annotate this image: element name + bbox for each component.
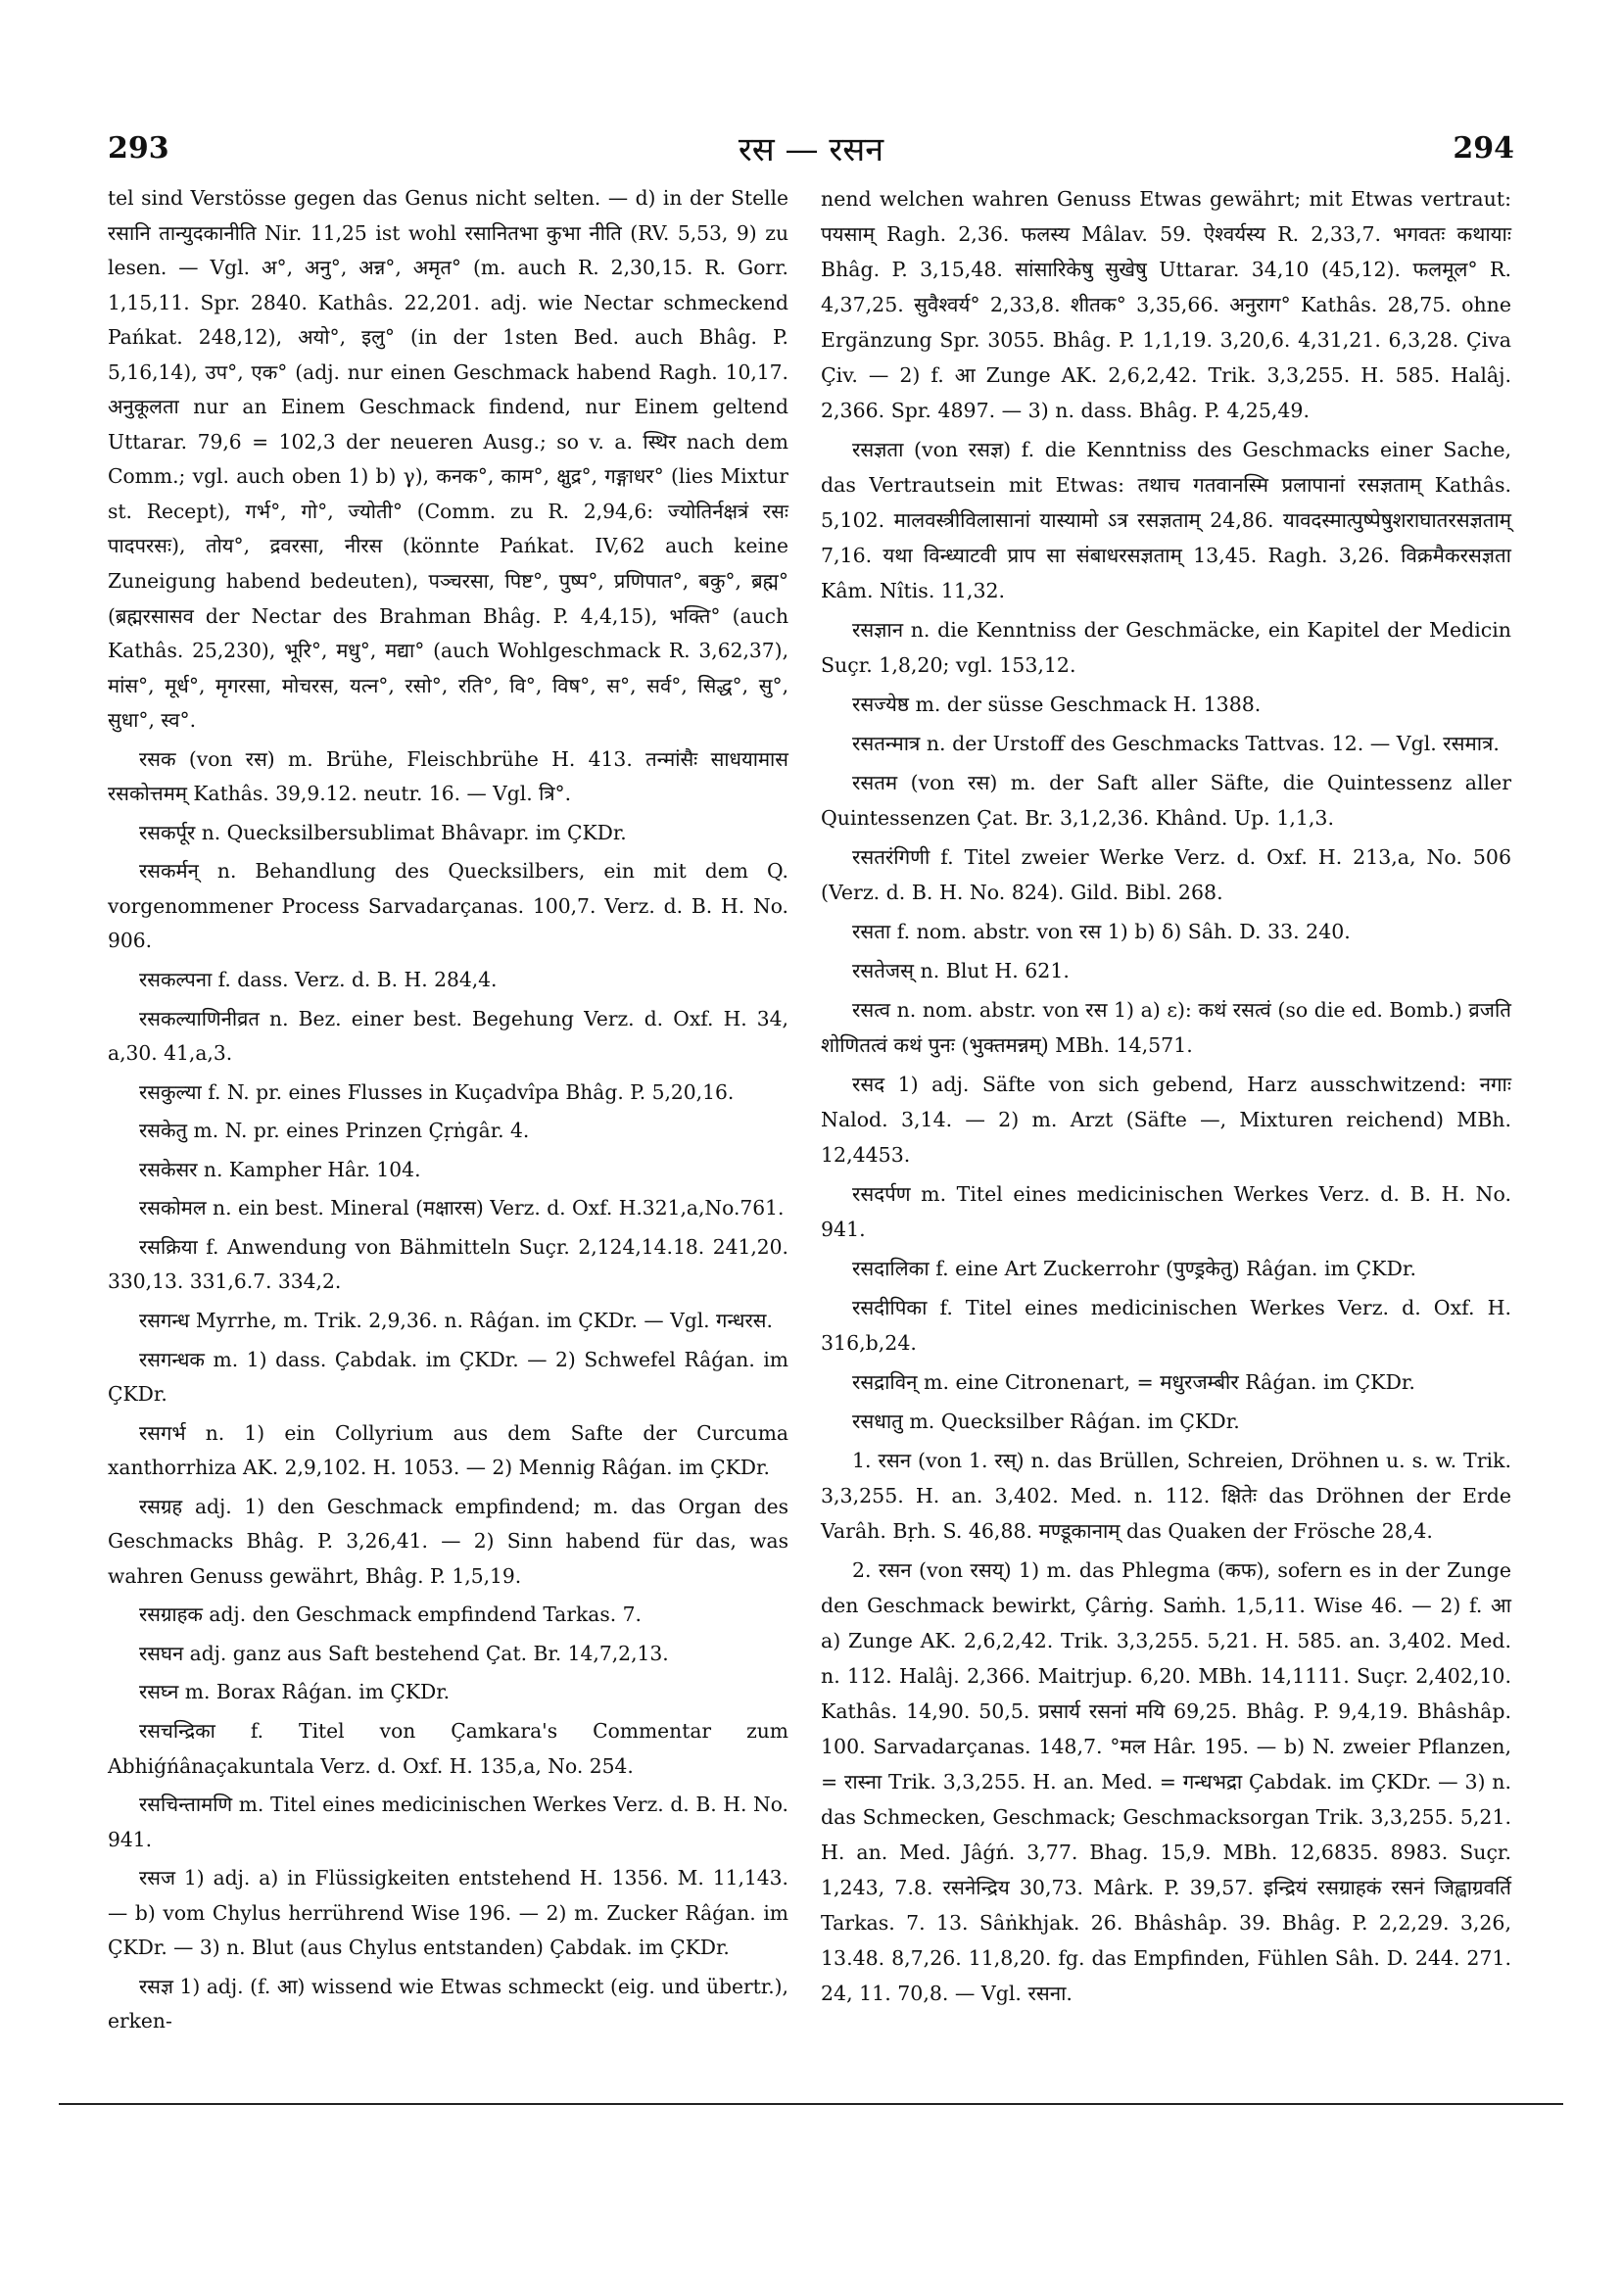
dictionary-entry: रसज्ञता (von रसज्ञ) f. die Kenntniss des Geschmacks einer Sache, das Vertrautsein mit Etwas: तथाच गतवानस्मि प्रलापानां रसज्ञताम् Kathâs. 5,102. मालवस्त्रीविलासानां यास्यामो ऽत्र रसज्ञताम् 24,86. यावदस्मात्पुष्पेषुशराघातरसज्ञताम् 7,16. यथा विन्ध्याटवी प्राप सा संबाधरसज्ञताम् 13,45. Ragh. 3,26. विक्रमैकरसज्ञता Kâm. Nîtis. 11,32.: [821, 438, 1511, 602]
dictionary-entry: रसदर्पण m. Titel eines medicinischen Werkes Verz. d. B. H. No. 941.: [821, 1182, 1511, 1241]
dictionary-entry: रसधातु m. Quecksilber Râǵan. im ÇKDr.: [852, 1410, 1240, 1433]
dictionary-entry: रसकर्मन् n. Behandlung des Quecksilbers, ein mit dem Q. vorgenommener Process Sarvadarçanas. 100,7. Verz. d. B. H. No. 906.: [108, 859, 788, 953]
right-column: [821, 181, 1511, 2015]
dictionary-entry: रसज 1) adj. a) in Flüssigkeiten entstehend H. 1356. M. 11,143. — b) vom Chylus herrührend Wise 196. — 2) m. Zucker Râǵan. im ÇKDr. — 3) n. Blut (aus Chylus entstanden) Çabdak. im ÇKDr.: [108, 1866, 788, 1960]
dictionary-entry: 2. रसन (von रसय्) 1) m. das Phlegma (कफ), sofern es in der Zunge den Geschmack bewirkt, Çârṅg. Saṁh. 1,5,11. Wise 46. — 2) f. आ a) Zunge AK. 2,6,2,42. Trik. 3,3,255. 5,21. H. 585. an. 3,402. Med. n. 112. Halâj. 2,366. Maitrjup. 6,20. MBh. 14,1111. Suçr. 2,402,10. Kathâs. 14,90. 50,5. प्रसार्य रसनां मयि 69,25. Bhâg. P. 9,4,19. Bhâshâp. 100. Sarvadarçanas. 148,7. °मल Hâr. 195. — b) N. zweier Pflanzen, = रास्ना Trik. 3,3,255. H. an. Med. = गन्धभद्रा Çabdak. im ÇKDr. — 3) n. das Schmecken, Geschmack; Geschmacksorgan Trik. 3,3,255. 5,21. H. an. Med. Jâǵń. 3,77. Bhag. 15,9. MBh. 12,6835. 8983. Suçr. 1,243, 7.8. रसनेन्द्रिय 30,73. Mârk. P. 39,57. इन्द्रियं रसग्राहकं रसनं जिह्वाग्रवर्ति Tarkas. 7. 13. Sâṅkhjak. 26. Bhâshâp. 39. Bhâg. P. 2,2,29. 3,26, 13.48. 8,7,26. 11,8,20. fg. das Empfinden, Fühlen Sâh. D. 244. 271. 24, 11. 70,8. — Vgl. रसना.: [821, 1558, 1511, 2005]
dictionary-entry: रसद 1) adj. Säfte von sich gebend, Harz ausschwitzend: नगाः Nalod. 3,14. — 2) m. Arzt (Säfte —, Mixturen reichend) MBh. 12,4453.: [821, 1073, 1511, 1167]
dictionary-entry: रसकेसर n. Kampher Hâr. 104.: [139, 1157, 421, 1181]
dictionary-entry: रसदीपिका f. Titel eines medicinischen Werkes Verz. d. Oxf. H. 316,b,24.: [821, 1296, 1511, 1355]
dictionary-entry: रसग्राहक adj. den Geschmack empfindend Tarkas. 7.: [139, 1602, 642, 1627]
dictionary-entry: रसक (von रस) m. Brühe, Fleischbrühe H. 413. तन्मांसैः साधयामास रसकोत्तमम् Kathâs. 39,9.12. neutr. 16. — Vgl. त्रि°.: [108, 746, 788, 806]
dictionary-entry: रसज्ञ 1) adj. (f. आ) wissend wie Etwas schmeckt (eig. und übertr.), erken-: [108, 1974, 788, 2033]
dictionary-entry: रसतरंगिणी f. Titel zweier Werke Verz. d. Oxf. H. 213,a, No. 506 (Verz. d. B. H. No. 824). Gild. Bibl. 268.: [821, 845, 1511, 904]
dictionary-entry: रसकल्पना f. dass. Verz. d. B. H. 284,4.: [139, 968, 498, 992]
dictionary-entry: रसतेजस् n. Blut H. 621.: [852, 959, 1070, 982]
dictionary-entry: रसज्ञान n. die Kenntniss der Geschmäcke, ein Kapitel der Medicin Suçr. 1,8,20; vgl. 153,12.: [821, 618, 1511, 677]
dictionary-entry: रसगन्धक m. 1) dass. Çabdak. im ÇKDr. — 2) Schwefel Râǵan. im ÇKDr.: [108, 1347, 788, 1407]
dictionary-entry: रसघ्न m. Borax Râǵan. im ÇKDr.: [139, 1680, 451, 1704]
dictionary-entry: रसतन्मात्र n. der Urstoff des Geschmacks Tattvas. 12. — Vgl. रसमात्र.: [852, 732, 1500, 755]
dictionary-entry: रसकल्याणिनीव्रत n. Bez. einer best. Begehung Verz. d. Oxf. H. 34, a,30. 41,a,3.: [108, 1006, 788, 1066]
dictionary-entry: रसकर्पूर n. Quecksilbersublimat Bhâvapr. im ÇKDr.: [139, 820, 627, 844]
page-header: [108, 125, 1514, 174]
dictionary-entry: रसघन adj. ganz aus Saft bestehend Çat. Br. 14,7,2,13.: [139, 1641, 669, 1665]
dictionary-entry: रसद्राविन् m. eine Citronenart, = मधुरजम्बीर Râǵan. im ÇKDr.: [852, 1370, 1415, 1394]
page-number-right: 294: [1453, 131, 1514, 166]
dictionary-entry: रसगन्ध Myrrhe, m. Trik. 2,9,36. n. Râǵan. im ÇKDr. — Vgl. गन्धरस.: [139, 1308, 773, 1332]
page-number-left: 293: [108, 131, 169, 166]
dictionary-entry: रसगर्भ n. 1) ein Collyrium aus dem Safte der Curcuma xanthorrhiza AK. 2,9,102. H. 1053. — 2) Mennig Râǵan. im ÇKDr.: [108, 1420, 788, 1480]
dictionary-entry: रसतम (von रस) m. der Saft aller Säfte, die Quintessenz aller Quintessenzen Çat. Br. 3,1,2,36. Khând. Up. 1,1,3.: [821, 771, 1511, 830]
running-headword: रस — रसन: [738, 130, 884, 169]
left-column: [108, 181, 788, 2043]
dictionary-entry: रसकोमल n. ein best. Mineral (मक्षारस) Verz. d. Oxf. H.321,a,No.761.: [139, 1196, 785, 1220]
dictionary-entry: nend welchen wahren Genuss Etwas gewährt; mit Etwas vertraut: पयसाम् Ragh. 2,36. फलस्य Mâlav. 59. ऐश्वर्यस्य R. 2,33,7. भगवतः कथायाः Bhâg. P. 3,15,48. सांसारिकेषु सुखेषु Uttarar. 34,10 (45,12). फलमूल° R. 4,37,25. सुवैश्वर्य° 2,33,8. शीतक° 3,35,66. अनुराग° Kathâs. 28,75. ohne Ergänzung Spr. 3055. Bhâg. P. 1,1,19. 3,20,6. 4,31,21. 6,3,28. Çiva Çiv. — 2) f. आ Zunge AK. 2,6,2,42. Trik. 3,3,255. H. 585. Halâj. 2,366. Spr. 4897. — 3) n. dass. Bhâg. P. 4,25,49.: [821, 187, 1511, 422]
dictionary-entry: रसकुल्या f. N. pr. eines Flusses in Kuçadvîpa Bhâg. P. 5,20,16.: [139, 1079, 735, 1104]
dictionary-entry: रसग्रह adj. 1) den Geschmack empfindend; m. das Organ des Geschmacks Bhâg. P. 3,26,41. — 2) Sinn habend für das, was wahren Genuss gewährt, Bhâg. P. 1,5,19.: [108, 1494, 788, 1588]
dictionary-entry: रसज्येष्ठ m. der süsse Geschmack H. 1388.: [852, 693, 1262, 716]
dictionary-entry: रसचन्द्रिका f. Titel von Çamkara's Commentar zum Abhiǵńânaçakuntala Verz. d. Oxf. H. 135,a, No. 254.: [108, 1718, 788, 1778]
bottom-rule: [59, 2103, 1563, 2105]
dictionary-entry: रसक्रिया f. Anwendung von Bähmitteln Suçr. 2,124,14.18. 241,20. 330,13. 331,6.7. 334,2.: [108, 1234, 788, 1294]
dictionary-entry: रसचिन्तामणि m. Titel eines medicinischen Werkes Verz. d. B. H. No. 941.: [108, 1793, 788, 1851]
dictionary-entry: रसत्व n. nom. abstr. von रस 1) a) ε): कथं रसत्वं (so die ed. Bomb.) व्रजति शोणितत्वं कथं पुनः (भुक्तमन्नम्) MBh. 14,571.: [821, 998, 1511, 1057]
dictionary-entry: रसकेतु m. N. pr. eines Prinzen Çṛṅgâr. 4.: [139, 1119, 530, 1143]
dictionary-entry: tel sind Verstösse gegen das Genus nicht selten. — d) in der Stelle रसानि तान्युदकानीति Nir. 11,25 ist wohl रसानितभा कुभा नीति (RV. 5,53, 9) zu lesen. — Vgl. अ°, अनु°, अन्न°, अमृत° (m. auch R. 2,30,15. R. Gorr. 1,15,11. Spr. 2840. Kathâs. 22,201. adj. wie Nectar schmeckend Pańkat. 248,12), अयो°, इलु° (in der 1sten Bed. auch Bhâg. P. 5,16,14), उप°, एक° (adj. nur einen Geschmack habend Ragh. 10,17. अनुकूलता nur an Einem Geschmack findend, nur Einem geltend Uttarar. 79,6 = 102,3 der neueren Ausg.; so v. a. स्थिर nach dem Comm.; vgl. auch oben 1) b) γ), कनक°, काम°, क्षुद्र°, गङ्गाधर° (lies Mixtur st. Recept), गर्भ°, गो°, ज्योती° (Comm. zu R. 2,94,6: ज्योतिर्नक्षत्रं रसः पादपरसः), तोय°, द्रवरसा, नीरस (könnte Pańkat. IV,62 auch keine Zuneigung habend bedeuten), पञ्चरसा, पिष्ट°, पुष्प°, प्रणिपात°, बकु°, ब्रह्म° (ब्रह्मरसासव der Nectar des Brahman Bhâg. P. 4,4,15), भक्ति° (auch Kathâs. 25,230), भूरि°, मधु°, मद्या° (auch Wohlgeschmack R. 3,62,37), मांस°, मूर्ध°, मृगरसा, मोचरस, यत्न°, रसो°, रति°, वि°, विष°, स°, सर्व°, सिद्ध°, सु°, सुधा°, स्व°.: [108, 186, 789, 733]
dictionary-entry: रसदालिका f. eine Art Zuckerrohr (पुण्ड्रकेतु) Râǵan. im ÇKDr.: [852, 1257, 1416, 1280]
dictionary-entry: रसता f. nom. abstr. von रस 1) b) δ) Sâh. D. 33. 240.: [852, 920, 1351, 943]
dictionary-entry: 1. रसन (von 1. रस्) n. das Brüllen, Schreien, Dröhnen u. s. w. Trik. 3,3,255. H. an. 3,402. Med. n. 112. क्षितेः das Dröhnen der Erde Varâh. Bṛh. S. 46,88. मण्डूकानाम् das Quaken der Frösche 28,4.: [821, 1449, 1511, 1543]
